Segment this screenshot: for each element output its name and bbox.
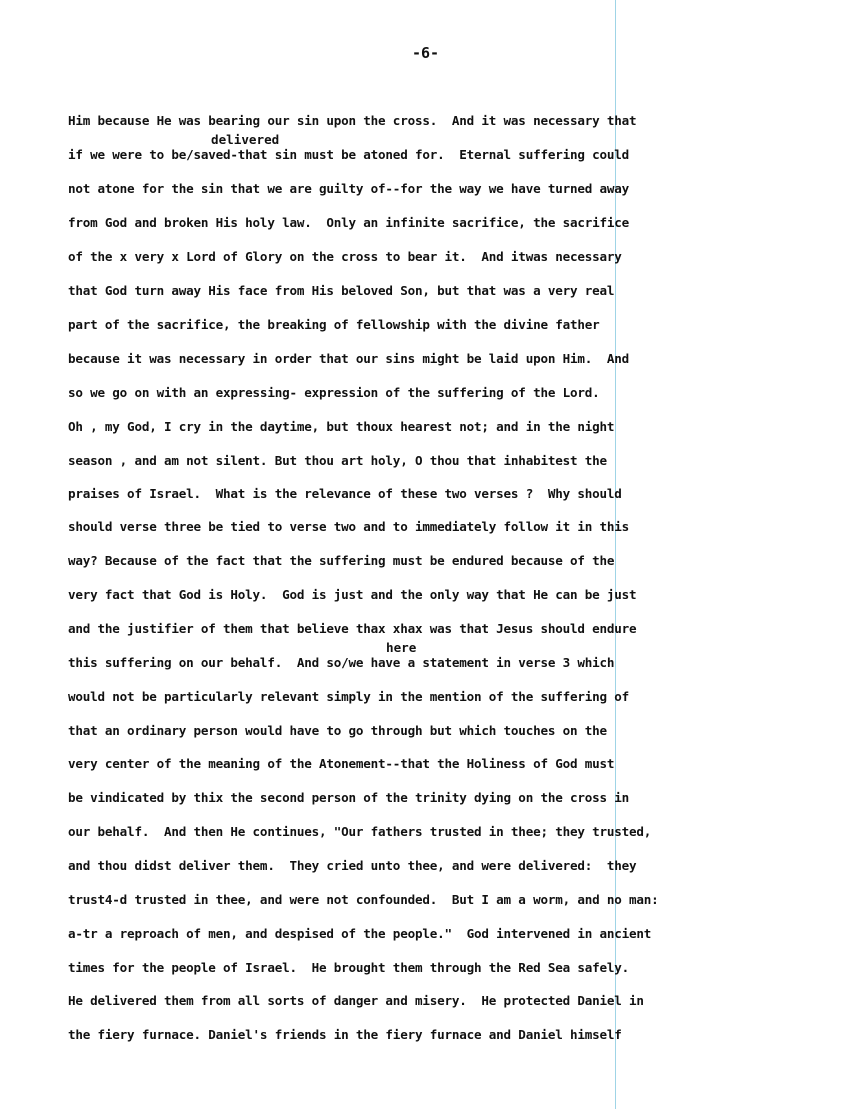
text-line: and thou didst deliver them. They cried unto thee, and were delivered: they [68, 858, 637, 873]
text-line: that an ordinary person would have to go through but which touches on the [68, 723, 607, 738]
text-line: the fiery furnace. Daniel's friends in the fiery furnace and Daniel himself [68, 1027, 622, 1042]
text-line: would not be particularly relevant simply in the mention of the suffering of [68, 689, 630, 704]
text-line: Him because He was bearing our sin upon the cross. And it was necessary that [68, 113, 637, 128]
text-line: should verse three be tied to verse two and to immediately follow it in this [68, 519, 630, 534]
page-number: -6- [412, 44, 440, 62]
text-line: that God turn away His face from His beloved Son, but that was a very real [68, 283, 615, 298]
text-line: if we were to be/saved-that sin must be atoned for. Eternal suffering could [68, 147, 630, 162]
margin-rule [615, 0, 616, 1109]
text-line: very fact that God is Holy. God is just and the only way that He can be just [68, 587, 637, 602]
text-line: part of the sacrifice, the breaking of fellowship with the divine father [68, 317, 600, 332]
text-line: because it was necessary in order that our sins might be laid upon Him. And [68, 351, 630, 366]
text-line: a-tr a reproach of men, and despised of the people." God intervened in ancient [68, 926, 652, 941]
text-line: and the justifier of them that believe thax xhax was that Jesus should endure [68, 621, 637, 636]
text-line: this suffering on our behalf. And so/we have a statement in verse 3 which [68, 655, 615, 670]
insertion-delivered: delivered [211, 132, 280, 147]
text-line: not atone for the sin that we are guilty of--for the way we have turned away [68, 181, 630, 196]
insertion-here: here [386, 640, 417, 655]
text-line: Oh , my God, I cry in the daytime, but thoux hearest not; and in the night [68, 419, 615, 434]
text-line: praises of Israel. What is the relevance of these two verses ? Why should [68, 486, 622, 501]
text-line: so we go on with an expressing- expression of the suffering of the Lord. [68, 385, 600, 400]
text-line: from God and broken His holy law. Only an infinite sacrifice, the sacrifice [68, 215, 630, 230]
text-line: our behalf. And then He continues, "Our fathers trusted in thee; they trusted, [68, 824, 652, 839]
text-line: be vindicated by thix the second person of the trinity dying on the cross in [68, 790, 630, 805]
text-line: He delivered them from all sorts of danger and misery. He protected Daniel in [68, 993, 644, 1008]
text-line: of the x very x Lord of Glory on the cross to bear it. And itwas necessary [68, 249, 622, 264]
text-line: season , and am not silent. But thou art holy, O thou that inhabitest the [68, 453, 607, 468]
text-line: very center of the meaning of the Atonement--that the Holiness of God must [68, 756, 615, 771]
text-line: times for the people of Israel. He brought them through the Red Sea safely. [68, 960, 630, 975]
text-line: way? Because of the fact that the suffering must be endured because of the [68, 553, 615, 568]
text-line: trust4-d trusted in thee, and were not confounded. But I am a worm, and no man: [68, 892, 659, 907]
